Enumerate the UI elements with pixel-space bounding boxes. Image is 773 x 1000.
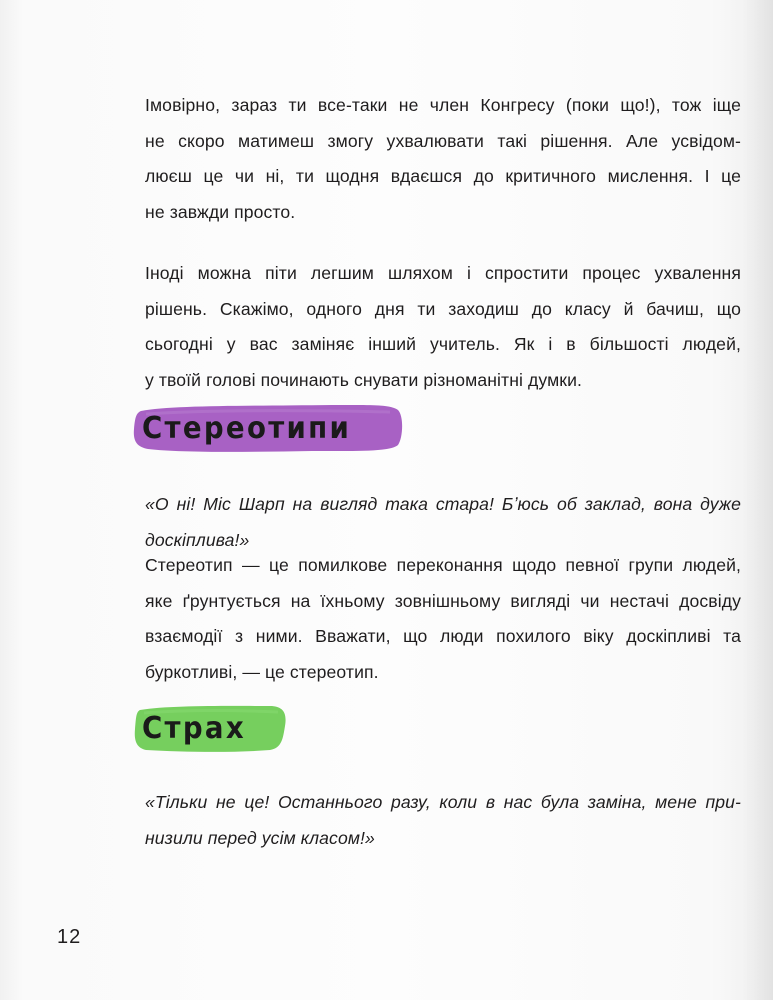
text-line: не завжди просто. <box>145 201 296 222</box>
text-line: Іноді можна піти легшим шляхом і спростити процес ухвалення <box>145 263 741 283</box>
text-line: у твоїй голові починають снувати різноманітні думки. <box>145 369 582 390</box>
text-line: рішень. Скажімо, одного дня ти заходиш до класу й бачиш, що <box>145 298 741 319</box>
text-line: люєш це чи ні, ти щодня вдаєшся до критичного мислення. І це <box>145 166 741 186</box>
text-line: «Тільки не це! Останнього разу, коли в нас була заміна, мене при- <box>145 792 741 812</box>
page-edge-shadow <box>743 0 773 1000</box>
text-line: взаємодії з ними. Вважати, що люди похилого віку доскіпливі та <box>145 626 741 646</box>
text-line: яке ґрунтується на їхньому зовнішньому вигляді чи нестачі досвіду <box>145 590 741 611</box>
quote-fear <box>145 785 741 856</box>
paragraph-congress <box>145 88 741 230</box>
text-line: низили перед усім класом!» <box>145 827 375 848</box>
heading-text: Страх <box>142 710 246 746</box>
text-line: сьогодні у вас заміняє інший учитель. Як і в більшості людей, <box>145 334 741 354</box>
text-line: буркотливі, — це стереотип. <box>145 661 379 682</box>
text-line: не скоро матимеш змогу ухвалювати такі рішення. Але усвідом- <box>145 130 741 151</box>
paragraph-substitute-teacher <box>145 256 741 398</box>
page-number: 12 <box>57 926 82 948</box>
paragraph-stereotype-definition <box>145 548 741 690</box>
text-line: Імовірно, зараз ти все-таки не член Конгресу (поки що!), тож іще <box>145 95 741 115</box>
heading-text: Стереотипи <box>142 410 352 446</box>
text-line: доскіплива!» <box>145 529 250 550</box>
text-line: Стереотип — це помилкове переконання щодо певної групи людей, <box>145 555 741 575</box>
heading-fear <box>132 702 288 754</box>
text-line: «О ні! Міс Шарп на вигляд така стара! Бʼюсь об заклад, вона дуже <box>145 494 741 514</box>
heading-stereotypes <box>132 402 404 454</box>
